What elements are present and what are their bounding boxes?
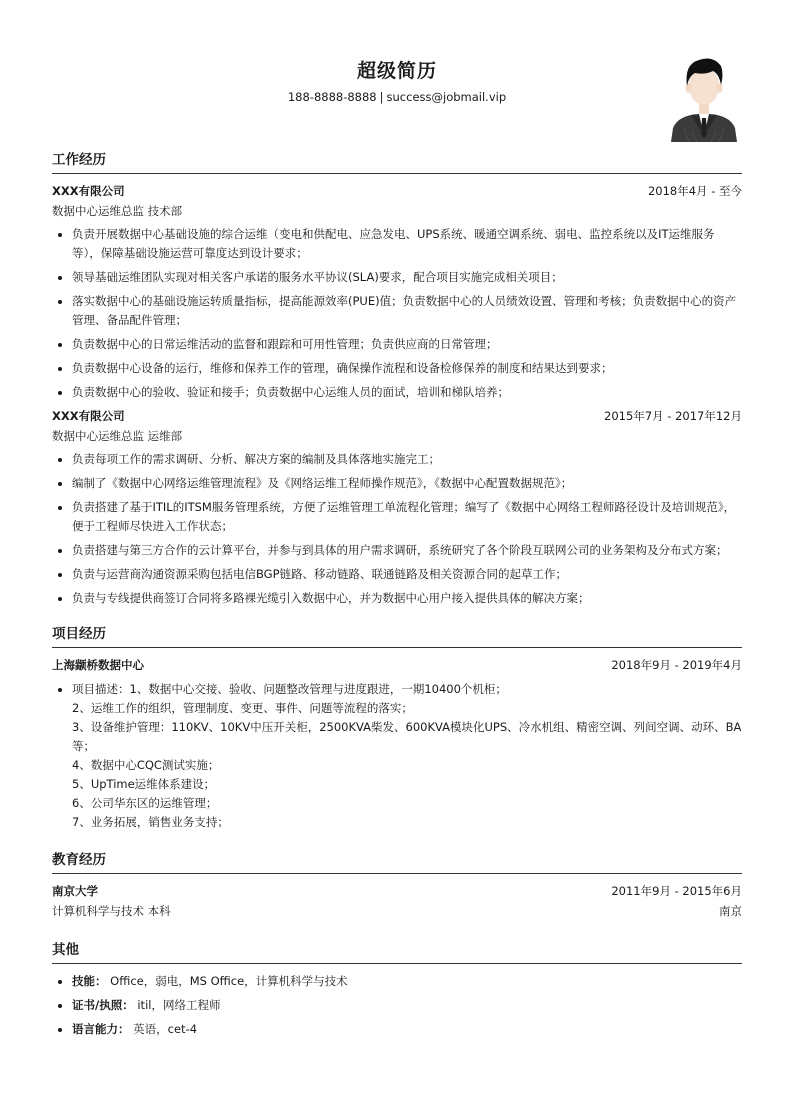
job-bullets	[52, 225, 742, 402]
skills-item	[72, 972, 742, 991]
phone-number: 188-8888-8888	[287, 90, 377, 104]
education-section-title: 教育经历	[52, 848, 742, 874]
language-label: 语言能力：	[72, 1022, 130, 1036]
certificate-item	[72, 996, 742, 1015]
job-date: 2015年7月 - 2017年12月	[604, 409, 742, 423]
project-line: 4、数据中心CQC测试实施；	[72, 758, 220, 772]
project-bullets	[52, 680, 742, 832]
resume-header	[52, 0, 742, 146]
job-bullet: • 领导基础运维团队实现对相关客户承诺的服务水平协议(SLA)要求，配合项目实施完成相关项目；	[72, 268, 742, 287]
job-entry	[52, 182, 742, 402]
project-line: 5、UpTime运维体系建设；	[72, 777, 216, 791]
project-line: 3、设备维护管理：110KV、10KV中压开关柜，2500KVA柴发、600KVA模块化UPS、冷水机组、精密空调、列间空调、动环、BA等；	[72, 720, 742, 753]
project-line: 2、运维工作的组织，管理制度、变更、事件、问题等流程的落实；	[72, 701, 413, 715]
language-value: 英语，cet-4	[133, 1022, 198, 1036]
skills-value: Office，弱电，MS Office，计算机科学与技术	[110, 974, 348, 988]
job-bullet: • 负责与专线提供商签订合同将多路裸光缆引入数据中心，并为数据中心用户接入提供具体的解决方案；	[72, 589, 742, 608]
project-section-title: 项目经历	[52, 622, 742, 648]
education-section	[52, 848, 742, 922]
email-address: success@jobmail.vip	[386, 90, 507, 104]
job-bullet: • 负责搭建了基于ITIL的ITSM服务管理系统，方便了运维管理工单流程化管理；编写了《数据中心网络工程师路径设计及培训规范》，便于工程师尽快进入工作状态；	[72, 498, 742, 536]
education-date: 2011年9月 - 2015年6月	[611, 884, 742, 898]
education-city: 南京	[719, 904, 742, 918]
certificate-value: itil，网络工程师	[137, 998, 221, 1012]
other-list	[52, 972, 742, 1039]
other-section	[52, 938, 742, 1039]
project-section	[52, 622, 742, 832]
job-role: 数据中心运维总监 运维部	[52, 429, 183, 443]
project-name: 上海颛桥数据中心	[52, 658, 144, 672]
certificate-label: 证书/执照：	[72, 998, 134, 1012]
job-bullet: • 负责数据中心的验收、验证和接手；负责数据中心运维人员的面试，培训和梯队培养；	[72, 383, 742, 402]
work-section-title: 工作经历	[52, 148, 742, 174]
job-bullet: • 负责每项工作的需求调研、分析、解决方案的编制及具体落地实施完工；	[72, 450, 742, 469]
other-section-title: 其他	[52, 938, 742, 964]
project-line: 6、公司华东区的运维管理；	[72, 796, 218, 810]
job-company: XXX有限公司	[52, 184, 125, 198]
work-section	[52, 148, 742, 608]
job-company: XXX有限公司	[52, 409, 125, 423]
education-major: 计算机科学与技术 本科	[52, 904, 171, 918]
project-line: • 项目描述：1、数据中心交接、验收、问题整改管理与进度跟进，一期10400个机柜；	[72, 682, 507, 696]
contact-line	[52, 90, 742, 104]
skills-label: 技能：	[72, 974, 107, 988]
project-line: 7、业务拓展，销售业务支持；	[72, 815, 229, 829]
job-bullet: • 负责数据中心设备的运行，维修和保养工作的管理，确保操作流程和设备检修保养的制度和结果达到要求；	[72, 359, 742, 378]
avatar	[669, 52, 739, 142]
job-bullet: • 编制了《数据中心网络运维管理流程》及《网络运维工程师操作规范》，《数据中心配置数据规范》；	[72, 474, 742, 493]
job-bullets	[52, 450, 742, 608]
job-role: 数据中心运维总监 技术部	[52, 204, 183, 218]
job-bullet: • 负责数据中心的日常运维活动的监督和跟踪和可用性管理；负责供应商的日常管理；	[72, 335, 742, 354]
job-date: 2018年4月 - 至今	[647, 184, 742, 198]
job-bullet: • 负责开展数据中心基础设施的综合运维（变电和供配电、应急发电、UPS系统、暖通空调系统、弱电、监控系统以及IT运维服务等），保障基础设施运营可靠度达到设计要求；	[72, 225, 742, 263]
resume-page	[52, 0, 742, 1044]
project-description	[72, 680, 742, 832]
job-bullet: • 落实数据中心的基础设施运转质量指标，提高能源效率(PUE)值；负责数据中心的人员绩效设置、管理和考核；负责数据中心的资产管理、备品配件管理；	[72, 292, 742, 330]
job-bullet: • 负责搭建与第三方合作的云计算平台，并参与到具体的用户需求调研，系统研究了各个阶段互联网公司的业务架构及分布式方案；	[72, 541, 742, 560]
project-date: 2018年9月 - 2019年4月	[611, 658, 742, 672]
school-name: 南京大学	[52, 884, 98, 898]
job-bullet: • 负责与运营商沟通资源采购包括电信BGP链路、移动链路、联通链路及相关资源合同的起草工作；	[72, 565, 742, 584]
language-item	[72, 1020, 742, 1039]
job-entry	[52, 407, 742, 608]
candidate-name: 超级简历	[356, 60, 437, 82]
contact-separator: |	[379, 90, 384, 104]
